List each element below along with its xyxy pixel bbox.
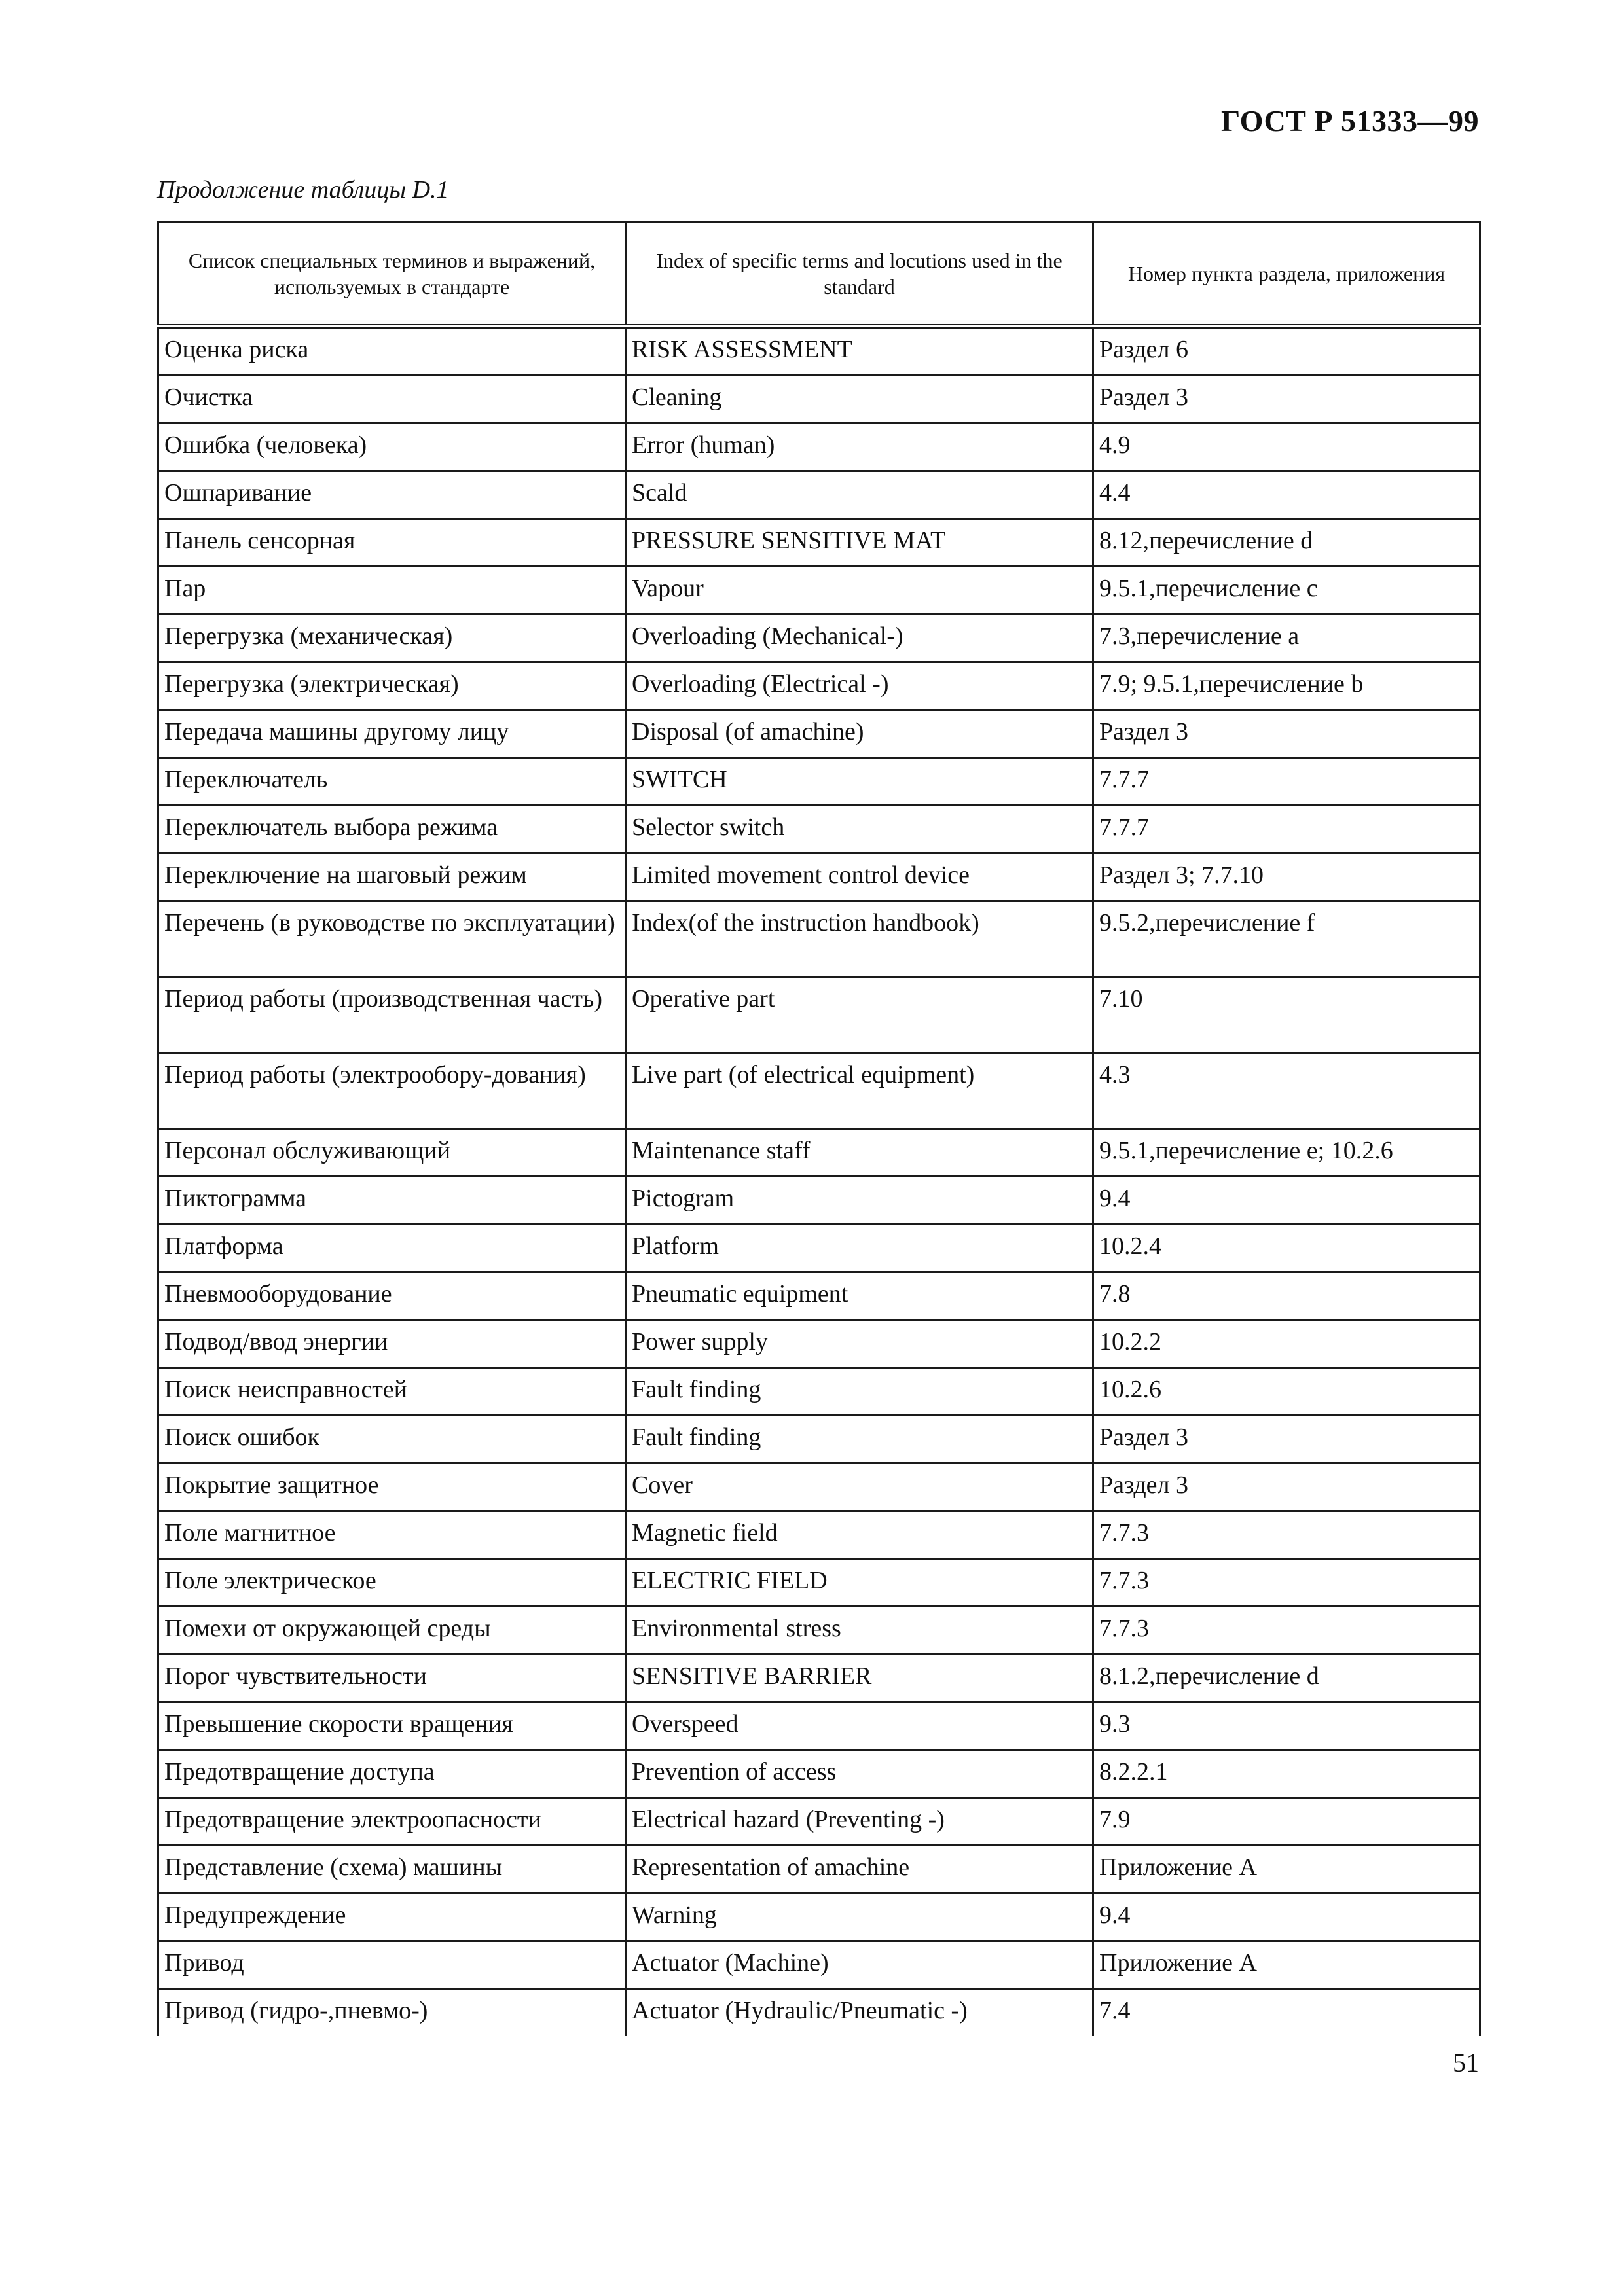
term-russian: Представление (схема) машины [158,1846,626,1893]
table-row [158,471,1480,519]
term-english: Actuator (Machine) [626,1941,1093,1989]
table-row [158,376,1480,423]
table-row [158,519,1480,567]
term-english: Selector switch [626,806,1093,853]
clause-reference: 9.3 [1093,1702,1480,1750]
term-russian: Предотвращение доступа [158,1750,626,1798]
clause-reference: 7.7.7 [1093,806,1480,853]
term-english: Overloading (Mechanical-) [626,615,1093,662]
term-english: Actuator (Hydraulic/Pneumatic -) [626,1989,1093,2036]
term-russian: Превышение скорости вращения [158,1702,626,1750]
table-row [158,1798,1480,1846]
table-body [158,327,1480,2036]
clause-reference: 8.1.2,перечисление d [1093,1655,1480,1702]
table-row [158,1463,1480,1511]
table-row [158,710,1480,758]
clause-reference: 7.7.3 [1093,1559,1480,1607]
term-russian: Персонал обслуживающий [158,1129,626,1177]
clause-reference: Раздел 6 [1093,327,1480,376]
term-russian: Пиктограмма [158,1177,626,1225]
term-english: Error (human) [626,423,1093,471]
page-number: 51 [1453,2048,1479,2077]
table-row [158,806,1480,853]
term-russian: Переключение на шаговый режим [158,853,626,901]
header-clause-number: Номер пункта раздела, приложения [1093,223,1480,327]
clause-reference: 4.3 [1093,1053,1480,1129]
table-row [158,1368,1480,1416]
term-english: Scald [626,471,1093,519]
terms-table [157,221,1481,2036]
term-english: Fault finding [626,1368,1093,1416]
table-row [158,1989,1480,2036]
clause-reference: 9.5.1,перечисление c [1093,567,1480,615]
term-english: Warning [626,1893,1093,1941]
clause-reference: 10.2.4 [1093,1225,1480,1272]
clause-reference: Раздел 3 [1093,1416,1480,1463]
term-russian: Переключатель [158,758,626,806]
term-english: ELECTRIC FIELD [626,1559,1093,1607]
table-row [158,1129,1480,1177]
term-russian: Ошпаривание [158,471,626,519]
term-russian: Порог чувствительности [158,1655,626,1702]
term-english: Representation of amachine [626,1846,1093,1893]
clause-reference: Приложение A [1093,1846,1480,1893]
table-row [158,1893,1480,1941]
clause-reference: 4.4 [1093,471,1480,519]
term-russian: Период работы (производственная часть) [158,977,626,1053]
table-row [158,1750,1480,1798]
term-english: PRESSURE SENSITIVE MAT [626,519,1093,567]
term-english: Cleaning [626,376,1093,423]
clause-reference: 9.5.2,перечисление f [1093,901,1480,977]
term-english: Prevention of access [626,1750,1093,1798]
clause-reference: 7.7.3 [1093,1607,1480,1655]
term-english: Disposal (of amachine) [626,710,1093,758]
table-row [158,1416,1480,1463]
clause-reference: 4.9 [1093,423,1480,471]
table-row [158,1511,1480,1559]
term-russian: Привод [158,1941,626,1989]
clause-reference: 7.7.7 [1093,758,1480,806]
clause-reference: Приложение A [1093,1941,1480,1989]
table-row [158,977,1480,1053]
term-english: RISK ASSESSMENT [626,327,1093,376]
document-code: ГОСТ Р 51333—99 [1221,104,1479,137]
table-row [158,1655,1480,1702]
term-english: Magnetic field [626,1511,1093,1559]
term-russian: Платформа [158,1225,626,1272]
term-english: Live part (of electrical equipment) [626,1053,1093,1129]
term-russian: Поле электрическое [158,1559,626,1607]
clause-reference: 10.2.2 [1093,1320,1480,1368]
table-row [158,758,1480,806]
term-english: Operative part [626,977,1093,1053]
term-russian: Перегрузка (механическая) [158,615,626,662]
term-english: Overspeed [626,1702,1093,1750]
term-russian: Покрытие защитное [158,1463,626,1511]
table-header-row [158,223,1480,327]
clause-reference: Раздел 3; 7.7.10 [1093,853,1480,901]
term-russian: Переключатель выбора режима [158,806,626,853]
clause-reference: 10.2.6 [1093,1368,1480,1416]
clause-reference: 7.9 [1093,1798,1480,1846]
term-russian: Ошибка (человека) [158,423,626,471]
term-russian: Подвод/ввод энергии [158,1320,626,1368]
term-english: Environmental stress [626,1607,1093,1655]
term-english: Power supply [626,1320,1093,1368]
term-english: Overloading (Electrical -) [626,662,1093,710]
term-english: Pneumatic equipment [626,1272,1093,1320]
term-russian: Поле магнитное [158,1511,626,1559]
clause-reference: 7.8 [1093,1272,1480,1320]
clause-reference: 7.7.3 [1093,1511,1480,1559]
term-russian: Очистка [158,376,626,423]
term-english: Platform [626,1225,1093,1272]
term-english: SENSITIVE BARRIER [626,1655,1093,1702]
table-row [158,327,1480,376]
clause-reference: 7.3,перечисление a [1093,615,1480,662]
term-russian: Панель сенсорная [158,519,626,567]
term-english: Index(of the instruction handbook) [626,901,1093,977]
term-russian: Предупреждение [158,1893,626,1941]
clause-reference: 8.2.2.1 [1093,1750,1480,1798]
term-english: Vapour [626,567,1093,615]
term-english: Pictogram [626,1177,1093,1225]
clause-reference: 7.4 [1093,1989,1480,2036]
term-russian: Предотвращение электроопасности [158,1798,626,1846]
term-russian: Пар [158,567,626,615]
table-row [158,1941,1480,1989]
term-russian: Помехи от окружающей среды [158,1607,626,1655]
term-russian: Привод (гидро-,пневмо-) [158,1989,626,2036]
table-caption: Продолжение таблицы D.1 [157,176,449,204]
term-russian: Перегрузка (электрическая) [158,662,626,710]
clause-reference: 7.9; 9.5.1,перечисление b [1093,662,1480,710]
table-row [158,1053,1480,1129]
table-row [158,1607,1480,1655]
table-row [158,1225,1480,1272]
term-english: Fault finding [626,1416,1093,1463]
table-row [158,853,1480,901]
term-english: Cover [626,1463,1093,1511]
table-row [158,615,1480,662]
term-russian: Поиск ошибок [158,1416,626,1463]
clause-reference: Раздел 3 [1093,1463,1480,1511]
table-row [158,662,1480,710]
term-russian: Перечень (в руководстве по эксплуатации) [158,901,626,977]
clause-reference: Раздел 3 [1093,376,1480,423]
term-russian: Передача машины другому лицу [158,710,626,758]
table-row [158,1702,1480,1750]
clause-reference: 8.12,перечисление d [1093,519,1480,567]
clause-reference: 9.4 [1093,1893,1480,1941]
clause-reference: 7.10 [1093,977,1480,1053]
term-russian: Пневмооборудование [158,1272,626,1320]
table-row [158,1177,1480,1225]
clause-reference: Раздел 3 [1093,710,1480,758]
clause-reference: 9.4 [1093,1177,1480,1225]
term-english: SWITCH [626,758,1093,806]
table-row [158,1559,1480,1607]
term-english: Maintenance staff [626,1129,1093,1177]
table-row [158,1272,1480,1320]
table-row [158,1846,1480,1893]
term-russian: Оценка риска [158,327,626,376]
term-russian: Период работы (электрообору-дования) [158,1053,626,1129]
header-english-terms: Index of specific terms and locutions used in the standard [626,223,1093,327]
table-row [158,567,1480,615]
term-english: Limited movement control device [626,853,1093,901]
term-english: Electrical hazard (Preventing -) [626,1798,1093,1846]
clause-reference: 9.5.1,перечисление e; 10.2.6 [1093,1129,1480,1177]
term-russian: Поиск неисправностей [158,1368,626,1416]
header-russian-terms: Список специальных терминов и выражений, используемых в стандарте [158,223,626,327]
table-row [158,423,1480,471]
table-row [158,901,1480,977]
table-row [158,1320,1480,1368]
